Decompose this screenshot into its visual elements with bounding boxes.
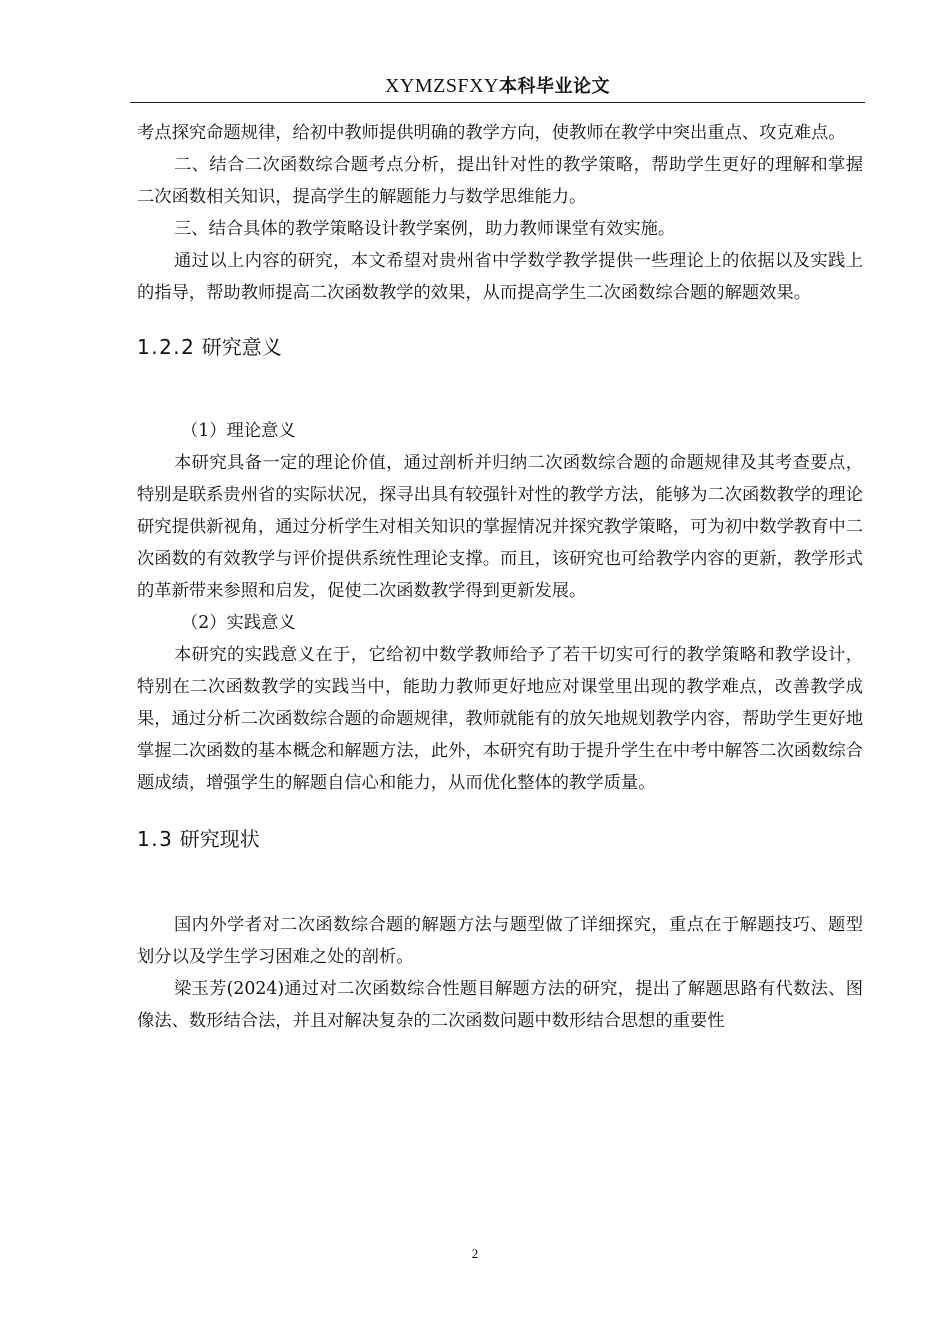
paragraph-research-status-2: 梁玉芳(2024)通过对二次函数综合性题目解题方法的研究，提出了解题思路有代数法、图像法、数形结合法，并且对解决复杂的二次函数问题中数形结合思想的重要性 <box>137 979 863 1031</box>
paragraph-summary: 通过以上内容的研究，本文希望对贵州省中学数学教学提供一些理论上的依据以及实践上的指导，帮助教师提高二次函数教学的效果，从而提高学生二次函数综合题的解题效果。 <box>137 251 863 303</box>
paragraph-objective-2: 二、结合二次函数综合题考点分析，提出针对性的教学策略，帮助学生更好的理解和掌握二次函数相关知识，提高学生的解题能力与数学思维能力。 <box>137 155 863 207</box>
section-heading-1-3 <box>137 823 863 855</box>
paragraph-objective-3: 三、结合具体的教学策略设计教学案例，助力教师课堂有效实施。 <box>174 219 676 239</box>
paragraph-practice: 本研究的实践意义在于，它给初中数学教师给予了若干切实可行的教学策略和教学设计，特别在二次函数教学的实践当中，能助力教师更好地应对课堂里出现的教学难点，改善教学成果，通过分析二次函数综合题的命题规律，教师就能有的放矢地规划教学内容，帮助学生更好地掌握二次函数的基本概念和解题方法，此外，本研究有助于提升学生在中考中解答二次函数综合题成绩，增强学生的解题自信心和能力，从而优化整体的教学质量。 <box>137 645 863 793</box>
section-heading-1-2-2 <box>137 331 863 363</box>
section-title: 研究意义 <box>201 335 282 359</box>
page-body <box>137 117 863 1037</box>
paragraph-theory: 本研究具备一定的理论价值，通过剖析并归纳二次函数综合题的命题规律及其考查要点，特别是联系贵州省的实际状况，探寻出具有较强针对性的教学方法，能够为二次函数教学的理论研究提供新视角，通过分析学生对相关知识的掌握情况并探究教学策略，可为初中数学教育中二次函数的有效教学与评价提供系统性理论支撑。而且，该研究也可给教学内容的更新，教学形式的革新带来参照和启发，促使二次函数教学得到更新发展。 <box>137 453 863 601</box>
header-divider <box>130 102 865 103</box>
section-number: 1.3 <box>137 827 174 851</box>
subheading-theory: （1）理论意义 <box>181 421 296 441</box>
subheading-practice: （2）实践意义 <box>181 613 296 633</box>
section-title: 研究现状 <box>179 827 260 851</box>
paragraph-continued: 考点探究命题规律，给初中教师提供明确的教学方向，使教师在教学中突出重点、攻克难点。 <box>137 123 846 143</box>
section-number: 1.2.2 <box>137 335 196 359</box>
header-title-latin: XYMZSFXY <box>384 75 500 97</box>
header-title-cjk: 本科毕业论文 <box>499 76 611 97</box>
page-header <box>130 72 865 98</box>
page-number: 2 <box>471 1246 479 1261</box>
paragraph-research-status-1: 国内外学者对二次函数综合题的解题方法与题型做了详细探究，重点在于解题技巧、题型划分以及学生学习困难之处的剖析。 <box>137 915 863 967</box>
